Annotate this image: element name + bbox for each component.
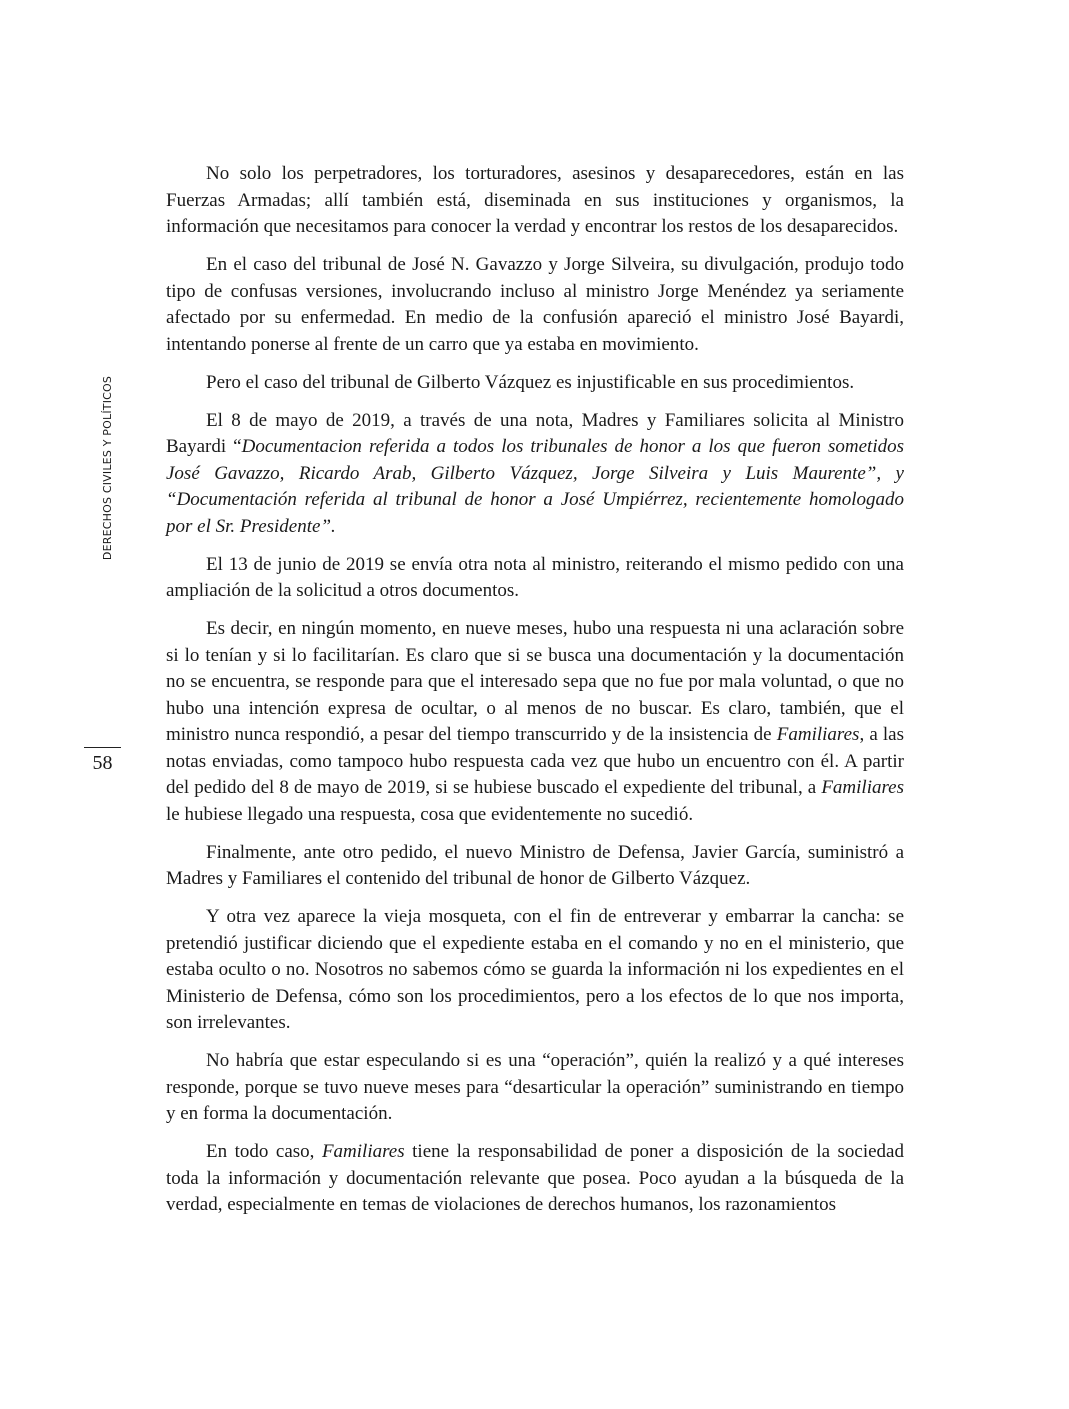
paragraph: No habría que estar especulando si es una “operación”, quién la realizó y a qué intereses responde, porque se tuvo nueve meses para “desarticular la operación” suministrando en tiempo y en forma la documentación.: [166, 1050, 904, 1124]
emphasis-familiares: Familiares: [821, 777, 904, 798]
paragraph: [166, 408, 904, 541]
paragraph: Y otra vez aparece la vieja mosqueta, con el fin de entreverar y embarrar la cancha: se pretendió justificar diciendo que el expediente estaba en el comando y no en el ministerio, que estaba oculto o no. Nosotros no sabemos cómo se guarda la información ni los expedientes en el Ministerio de Defensa, cómo son los procedimientos, pero a los efectos de lo que nos importa, son irrelevantes.: [166, 906, 904, 1033]
quoted-request: Documentacion referida a todos los tribunales de honor a los que fueron sometidos José Gavazzo, Ricardo Arab, Gilberto Vázquez, Jorge Silveira y Luis Maurente”, y “Documentación referida al tribunal de honor a José Umpiérrez, recientemente homologado por el Sr. Presidente”.: [166, 436, 904, 537]
paragraph: Finalmente, ante otro pedido, el nuevo Ministro de Defensa, Javier García, suministró a Madres y Familiares el contenido del tribunal de honor de Gilberto Vázquez.: [166, 841, 904, 889]
page-number: 58: [92, 752, 113, 774]
emphasis-familiares: Familiares: [776, 724, 860, 745]
paragraph: No solo los perpetradores, los torturadores, asesinos y desaparecedores, están en las Fuerzas Armadas; allí también está, diseminada en sus instituciones y organismos, la información que necesitamos para conocer la verdad y encontrar los restos de los desaparecidos.: [166, 163, 904, 237]
paragraph-text: En todo caso,: [206, 1141, 322, 1162]
paragraph: En el caso del tribunal de José N. Gavazzo y Jorge Silveira, su divulgación, produjo todo tipo de confusas versiones, involucrando incluso al ministro Jorge Menéndez ya seriamente afectado por su enfermedad. En medio de la confusión apareció el ministro José Bayardi, intentando ponerse al frente de un carro que ya estaba en movimiento.: [166, 254, 904, 355]
page-number-rule: [84, 747, 121, 748]
paragraph-text: Es decir, en ningún momento, en nueve meses, hubo una respuesta ni una aclaración sobre si lo tenían y si lo facilitarían. Es claro que si se busca una documentación y la documentación no se encuentra, se responde para que el interesado sepa que no fue por mala voluntad, o que no hubo una intención expresa de ocultar, o al menos de no buscar. Es claro, también, que el ministro nunca respondió, a pesar del tiempo transcurrido y de la insistencia de: [166, 618, 904, 745]
paragraph: [166, 1139, 904, 1219]
section-running-title: DERECHOS CIVILES Y POLÍTICOS: [101, 375, 114, 561]
paragraph: Pero el caso del tribunal de Gilberto Vázquez es injustificable en sus procedimientos.: [206, 371, 855, 393]
paragraph: [166, 616, 904, 828]
paragraph-text: tiene la responsabilidad de poner a disposición de la sociedad toda la información y documentación relevante que posea. Poco ayudan a la búsqueda de la verdad, especialmente en temas de violaciones de derechos humanos, los razonamientos: [166, 1141, 904, 1215]
paragraph-text: El 8 de mayo de 2019, a través de una nota, Madres y Familiares solicita al Ministro Bayardi “: [166, 409, 904, 457]
paragraph-text: le hubiese llegado una respuesta, cosa que evidentemente no sucedió.: [166, 803, 694, 825]
paragraph-text: , a las notas enviadas, como tampoco hubo respuesta cada vez que hubo un encuentro con él. A partir del pedido del 8 de mayo de 2019, si se hubiese buscado el expediente del tribunal, a: [166, 724, 904, 798]
paragraph: El 13 de junio de 2019 se envía otra nota al ministro, reiterando el mismo pedido con una ampliación de la solicitud a otros documentos.: [166, 553, 904, 601]
body-text: [166, 161, 904, 1219]
emphasis-familiares: Familiares: [321, 1141, 405, 1162]
